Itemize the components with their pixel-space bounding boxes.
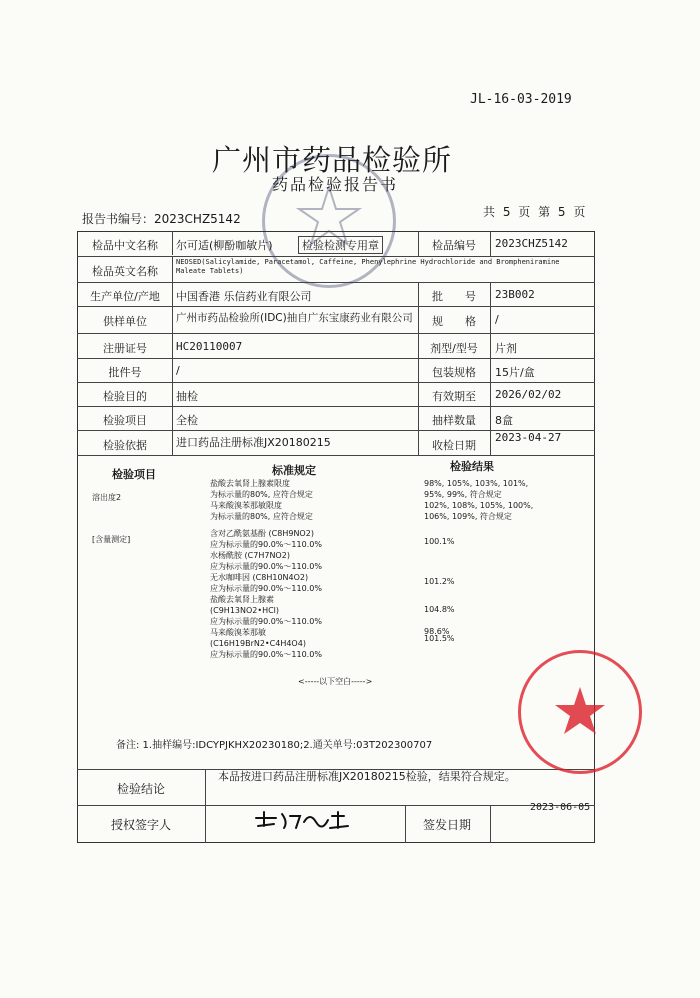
recv-value: 2023-04-27: [495, 431, 562, 444]
qty-label: 抽样数量: [432, 414, 476, 427]
page-count: 共 5 页 第 5 页: [483, 205, 586, 219]
conclusion-value: 本品按进口药品注册标准JX20180215检验，结果符合规定。: [218, 770, 516, 783]
batch-value: 23B002: [495, 288, 535, 301]
recv-label: 收检日期: [432, 439, 476, 452]
result-item: [含量测定]: [92, 535, 131, 544]
result-standard: 含对乙酰氨基酚 (C8H9NO2): [210, 529, 314, 538]
maker-value: 中国香港 乐信药业有限公司: [176, 290, 312, 303]
col-item-header: 检验项目: [112, 468, 156, 481]
result-value: 95%, 99%, 符合规定: [424, 490, 502, 499]
seal-label: 检验检测专用章: [298, 236, 383, 254]
purpose-label: 检验目的: [103, 390, 147, 403]
approval-label: 批件号: [108, 366, 142, 379]
result-value: 101.5%: [424, 634, 455, 643]
en-name-label: 检品英文名称: [92, 265, 158, 278]
result-value: 102%, 108%, 105%, 100%,: [424, 501, 534, 510]
result-standard: 应为标示量的90.0%～110.0%: [210, 617, 322, 626]
result-standard: 马来酸溴苯那敏: [210, 628, 266, 637]
result-value: 101.2%: [424, 577, 455, 586]
pack-value: 15片/盒: [495, 366, 535, 379]
result-standard: (C9H13NO2•HCl): [210, 606, 280, 615]
document-title: 药品检验报告书: [272, 175, 399, 194]
sign-date-label: 签发日期: [422, 818, 471, 832]
document-code: JL-16-03-2019: [470, 92, 572, 107]
result-standard: 应为标示量的90.0%～110.0%: [210, 650, 322, 659]
result-standard: 为标示量的80%, 应符合规定: [210, 512, 313, 521]
reg-label: 注册证号: [103, 342, 147, 355]
result-standard: 水杨酰胺 (C7H7NO2): [210, 551, 290, 560]
organization-title: 广州市药品检验所: [212, 143, 453, 177]
qty-value: 8盒: [495, 414, 513, 427]
result-value: 106%, 109%, 符合规定: [424, 512, 512, 521]
result-value: 104.8%: [424, 605, 455, 614]
cn-name-label: 检品中文名称: [92, 239, 158, 252]
expiry-label: 有效期至: [432, 390, 476, 403]
approval-value: /: [176, 364, 180, 377]
expiry-value: 2026/02/02: [495, 388, 562, 401]
result-standard: 应为标示量的90.0%～110.0%: [210, 540, 322, 549]
result-standard: 应为标示量的90.0%～110.0%: [210, 562, 322, 571]
col-std-header: 标准规定: [272, 464, 316, 477]
purpose-value: 抽检: [176, 390, 198, 403]
basis-value: 进口药品注册标准JX20180215: [176, 436, 331, 449]
col-result-header: 检验结果: [450, 460, 494, 473]
item-label: 检验项目: [103, 414, 147, 427]
supplier-value: 广州市药品检验所(IDC)抽自广东宝康药业有限公司: [176, 312, 413, 324]
result-standard: (C16H19BrN2•C4H4O4): [210, 639, 306, 648]
basis-label: 检验依据: [103, 439, 147, 452]
code-value: 2023CHZ5142: [495, 237, 568, 250]
remark: 备注: 1.抽样编号:IDCYPJKHX20230180;2.通关单号:03T202300707: [116, 740, 433, 751]
spec-value: /: [495, 313, 499, 326]
reg-value: HC20110007: [176, 340, 243, 353]
batch-label: 批 号: [432, 290, 476, 303]
result-standard: 应为标示量的90.0%～110.0%: [210, 584, 322, 593]
cn-name-value: 尔可适(柳酚咖敏片): [176, 239, 273, 252]
spec-label: 规 格: [432, 315, 476, 328]
result-standard: 无水咖啡因 (C8H10N4O2): [210, 573, 309, 582]
company-seal: [518, 650, 642, 774]
conclusion-label: 检验结论: [116, 782, 165, 796]
result-item: 溶出度2: [92, 493, 122, 502]
supplier-label: 供样单位: [103, 315, 147, 328]
result-standard: 马来酸溴苯那敏限度: [210, 501, 282, 510]
code-label: 检品编号: [432, 239, 476, 252]
result-standard: 盐酸去氧肾上腺素限度: [210, 479, 290, 488]
form-label: 剂型/型号: [430, 342, 478, 355]
signer-label: 授权签字人: [110, 818, 171, 832]
result-value: 98%, 105%, 103%, 101%,: [424, 479, 529, 488]
item-value: 全检: [176, 414, 198, 427]
result-standard: 盐酸去氧肾上腺素: [210, 595, 274, 604]
en-name-value: NEOSED(Salicylamide, Paracetamol, Caffeine, Phenylephrine Hydrochloride and Brompheniramine Maleate Tablets): [176, 258, 560, 275]
signature: [252, 808, 362, 837]
form-value: 片剂: [495, 342, 517, 355]
end-marker: <-----以下空白----->: [298, 677, 373, 686]
result-value: 98.6%: [424, 627, 450, 636]
pack-label: 包装规格: [432, 366, 476, 379]
sign-date-value: 2023-06-05: [530, 802, 591, 813]
maker-label: 生产单位/产地: [90, 290, 160, 303]
report-number: 报告书编号：2023CHZ5142: [82, 212, 241, 226]
result-value: 100.1%: [424, 537, 455, 546]
result-standard: 为标示量的80%, 应符合规定: [210, 490, 313, 499]
